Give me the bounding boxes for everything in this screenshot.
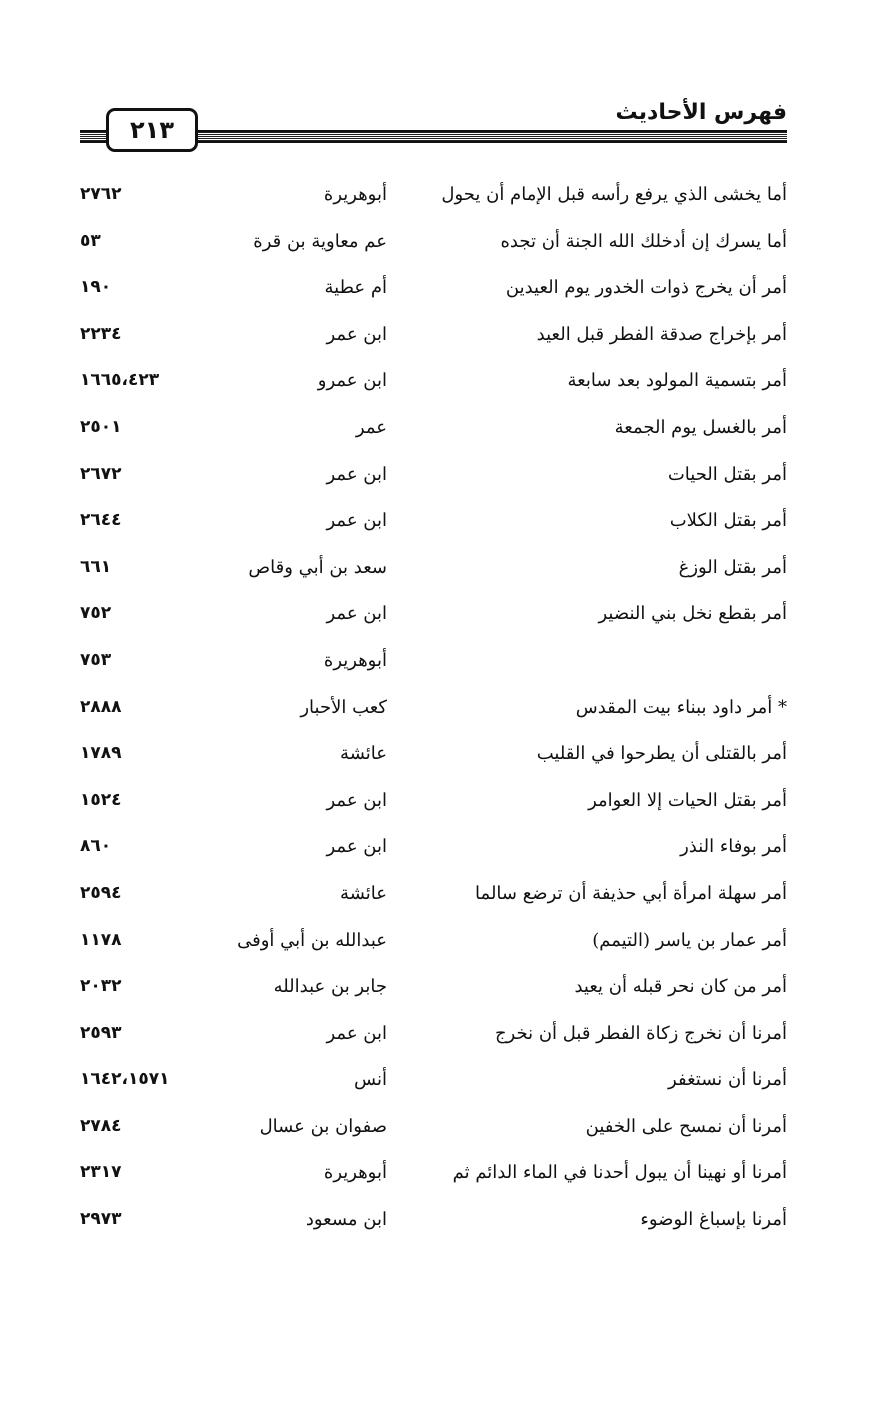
hadith-text: أمر بالغسل يوم الجمعة [614, 416, 787, 438]
index-row [80, 316, 787, 363]
hadith-text: أمر بقتل الحيات إلا العوامر [588, 789, 787, 811]
hadith-number: ٢٨٨٨ [80, 696, 122, 717]
narrator-name: عمر [355, 416, 387, 438]
hadith-number: ٢٠٣٢ [80, 976, 122, 997]
index-row [80, 922, 787, 969]
hadith-text: أمر أن يخرج ذوات الخدور يوم العيدين [505, 277, 787, 299]
hadith-text: أمرنا أن نخرج زكاة الفطر قبل أن نخرج [494, 1022, 787, 1044]
hadith-number: ١١٧٨ [80, 929, 122, 950]
index-row [80, 409, 787, 456]
index-row [80, 1108, 787, 1155]
hadith-text: أمر بالقتلى أن يطرحوا في القليب [536, 743, 787, 765]
hadith-text: أمر سهلة امرأة أبي حذيفة أن ترضع سالما [475, 882, 787, 904]
hadith-number: ٢٦٧٢ [80, 463, 122, 484]
index-row [80, 642, 787, 689]
narrator-name: كعب الأحبار [300, 696, 387, 718]
index-row [80, 875, 787, 922]
index-row [80, 362, 787, 409]
hadith-text: أمر بقطع نخل بني النضير [598, 603, 787, 625]
hadith-number: ٢٢٣٤ [80, 323, 122, 344]
index-row [80, 595, 787, 642]
index-row [80, 1061, 787, 1108]
index-row [80, 1154, 787, 1201]
narrator-name: ابن مسعود [305, 1209, 387, 1231]
hadith-number: ٢٥٩٣ [80, 1022, 122, 1043]
hadith-number: ٢٥٩٤ [80, 882, 122, 903]
narrator-name: أنس [354, 1069, 387, 1091]
index-row [80, 1015, 787, 1062]
narrator-name: عائشة [340, 743, 387, 765]
hadith-text: أمرنا أن نستغفر [668, 1069, 787, 1091]
hadith-text: أمرنا بإسباغ الوضوء [640, 1209, 787, 1231]
narrator-name: عائشة [340, 882, 387, 904]
narrator-name: صفوان بن عسال [259, 1115, 387, 1137]
narrator-name: ابن عمر [326, 1022, 387, 1044]
index-row [80, 176, 787, 223]
index-row [80, 1201, 787, 1248]
hadith-number: ٧٥٣ [80, 649, 112, 670]
hadith-number: ١٦٦٥،٤٢٣ [80, 370, 160, 391]
hadith-number: ٢٧٨٤ [80, 1115, 122, 1136]
narrator-name: ابن عمرو [317, 370, 387, 392]
hadith-number: ٢٦٤٤ [80, 510, 122, 531]
hadith-text: أمر بقتل الكلاب [669, 510, 787, 532]
hadith-index-list [80, 176, 787, 1248]
hadith-text: * أمر داود ببناء بيت المقدس [575, 696, 787, 718]
hadith-text: أمر عمار بن ياسر (التيمم) [592, 929, 787, 951]
narrator-name: عبدالله بن أبي أوفى [237, 929, 387, 951]
hadith-number: ٢٩٧٣ [80, 1209, 122, 1230]
hadith-number: ٦٦١ [80, 556, 112, 577]
hadith-number: ٨٦٠ [80, 836, 112, 857]
hadith-text: أمر من كان نحر قبله أن يعيد [574, 976, 787, 998]
narrator-name: عم معاوية بن قرة [253, 230, 387, 252]
hadith-text: أمرنا أن نمسح على الخفين [585, 1115, 787, 1137]
hadith-number: ٢٣١٧ [80, 1162, 122, 1183]
hadith-text: أما يخشى الذي يرفع رأسه قبل الإمام أن يحول [441, 184, 787, 205]
hadith-text: أمر بوفاء النذر [680, 836, 787, 858]
narrator-name: جابر بن عبدالله [273, 976, 387, 998]
hadith-text: أمر بقتل الحيات [667, 463, 787, 485]
narrator-name: ابن عمر [326, 603, 387, 625]
hadith-number: ٢٥٠١ [80, 416, 122, 437]
narrator-name: أبوهريرة [323, 184, 387, 205]
hadith-number: ١٩٠ [80, 277, 112, 298]
hadith-text: أمر بقتل الوزغ [678, 556, 787, 578]
narrator-name: ابن عمر [326, 463, 387, 485]
index-row [80, 782, 787, 829]
page-number: ٢١٣ [106, 108, 198, 152]
narrator-name: ابن عمر [326, 789, 387, 811]
hadith-text: أما يسرك إن أدخلك الله الجنة أن تجده [500, 230, 787, 252]
index-row [80, 735, 787, 782]
narrator-name: ابن عمر [326, 510, 387, 532]
hadith-number: ١٥٢٤ [80, 789, 122, 810]
index-row [80, 689, 787, 736]
page-header [80, 100, 787, 160]
index-row [80, 269, 787, 316]
page-title: فهرس الأحاديث [615, 100, 787, 125]
index-row [80, 223, 787, 270]
index-row [80, 968, 787, 1015]
narrator-name: أم عطية [324, 277, 387, 299]
index-row [80, 502, 787, 549]
hadith-number: ٥٣ [80, 230, 101, 251]
hadith-text: أمر بتسمية المولود بعد سابعة [567, 370, 787, 392]
hadith-number: ١٧٨٩ [80, 743, 122, 764]
index-row [80, 549, 787, 596]
hadith-number: ١٦٤٢،١٥٧١ [80, 1069, 170, 1090]
narrator-name: ابن عمر [326, 323, 387, 345]
hadith-text: أمرنا أو نهينا أن يبول أحدنا في الماء الدائم ثم [452, 1162, 787, 1184]
hadith-number: ٧٥٢ [80, 603, 112, 624]
narrator-name: أبوهريرة [323, 1162, 387, 1184]
hadith-text: أمر بإخراج صدقة الفطر قبل العيد [536, 323, 787, 345]
narrator-name: سعد بن أبي وقاص [248, 556, 387, 578]
hadith-number: ٢٧٦٢ [80, 184, 122, 204]
index-row [80, 828, 787, 875]
narrator-name: أبوهريرة [323, 649, 387, 671]
narrator-name: ابن عمر [326, 836, 387, 858]
index-row [80, 456, 787, 503]
